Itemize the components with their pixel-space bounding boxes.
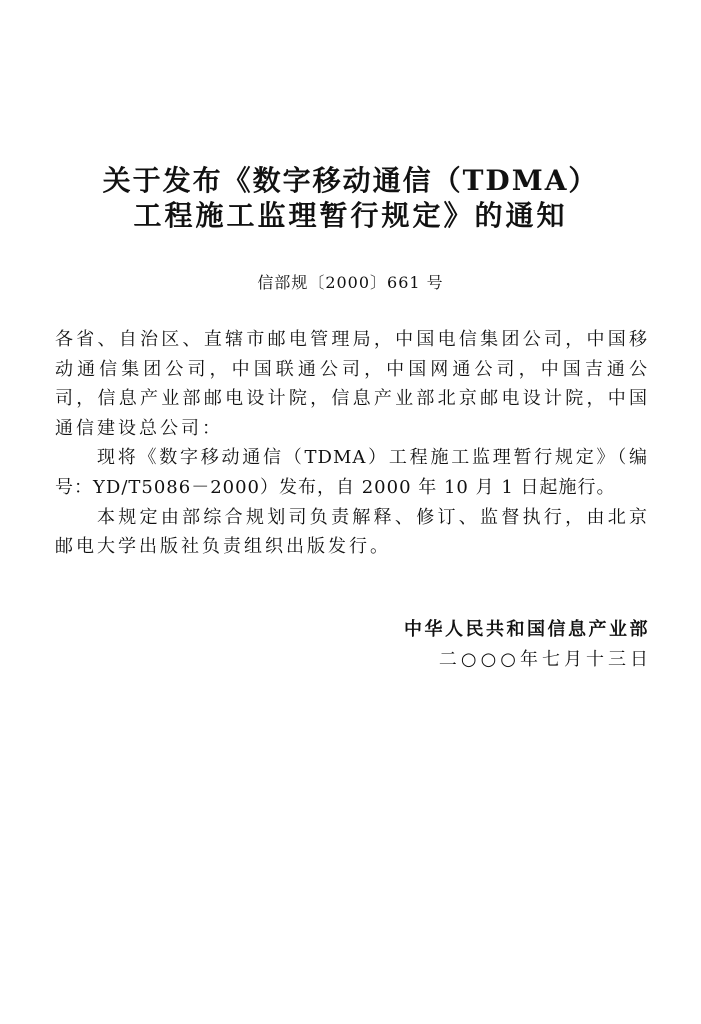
body-line: 通信建设总公司： [55, 417, 223, 439]
paragraph-announcement [55, 443, 648, 502]
document-title-line-2: 工程施工监理暂行规定》的通知 [133, 199, 568, 232]
document-body [55, 325, 648, 562]
paragraph-responsibility [55, 503, 648, 562]
document-number: 信部规〔2000〕661 号 [257, 273, 444, 292]
issuing-authority: 中华人民共和国信息产业部 [404, 619, 650, 640]
issue-date: 二○○○年七月十三日 [438, 649, 652, 670]
document-title-line-1: 关于发布《数字移动通信（TDMA） [102, 164, 599, 197]
body-line: 本规定由部综合规划司负责解释、修订、监督执行，由北京 [97, 506, 648, 528]
paragraph-addressees [55, 325, 648, 443]
body-line: 现将《数字移动通信（TDMA）工程施工监理暂行规定》（编 [97, 447, 648, 469]
body-line: 号：YD/T5086－2000）发布，自 2000 年 10 月 1 日起施行。 [55, 476, 616, 498]
body-line: 各省、自治区、直辖市邮电管理局，中国电信集团公司，中国移 [55, 329, 648, 350]
body-line: 邮电大学出版社负责组织出版发行。 [55, 536, 391, 558]
body-line: 动通信集团公司，中国联通公司，中国网通公司，中国吉通公 [55, 358, 648, 380]
body-line: 司，信息产业部邮电设计院，信息产业部北京邮电设计院，中国 [55, 388, 648, 410]
